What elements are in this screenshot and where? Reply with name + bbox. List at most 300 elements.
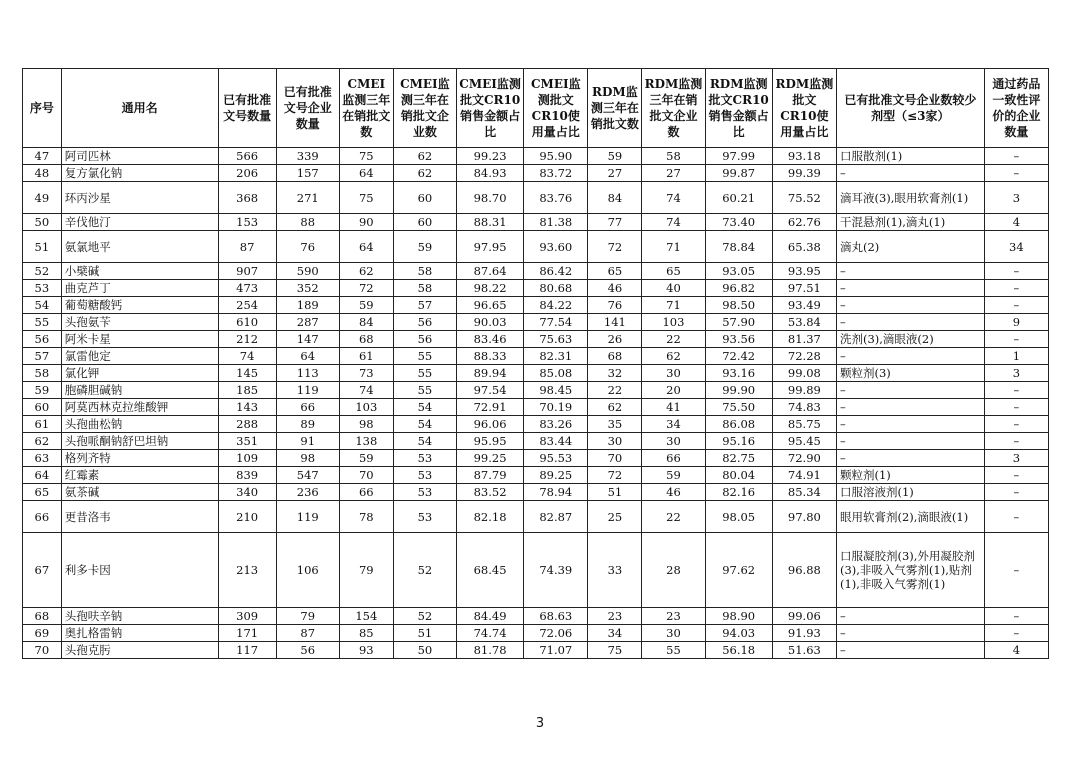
table-cell: 87 (276, 625, 339, 642)
table-cell: 98.50 (705, 297, 772, 314)
table-cell: 76 (588, 297, 642, 314)
table-cell: 566 (218, 148, 276, 165)
table-cell: 62.76 (772, 214, 836, 231)
table-cell: 71.07 (524, 642, 588, 659)
table-cell: 77.54 (524, 314, 588, 331)
table-cell: 93.95 (772, 263, 836, 280)
table-cell: 65.38 (772, 231, 836, 263)
table-cell: – (984, 148, 1048, 165)
table-cell: 头孢哌酮钠舒巴坦钠 (61, 433, 218, 450)
table-cell: – (984, 382, 1048, 399)
table-cell: 22 (642, 331, 705, 348)
table-cell: 81.38 (524, 214, 588, 231)
table-cell: 滴丸(2) (836, 231, 984, 263)
table-cell: 53 (393, 450, 456, 467)
table-cell: 99.87 (705, 165, 772, 182)
table-cell: 212 (218, 331, 276, 348)
table-cell: 66 (642, 450, 705, 467)
table-cell: 54 (393, 416, 456, 433)
table-cell: 113 (276, 365, 339, 382)
table-cell: 72.06 (524, 625, 588, 642)
table-cell: 206 (218, 165, 276, 182)
table-cell: 95.16 (705, 433, 772, 450)
table-cell: 185 (218, 382, 276, 399)
table-cell: 83.44 (524, 433, 588, 450)
table-cell: 75.50 (705, 399, 772, 416)
table-row (23, 608, 1049, 625)
header-cell: 已有批准文号企业数较少剂型（≤3家） (836, 69, 984, 148)
table-cell: 98.22 (456, 280, 523, 297)
table-cell: 71 (642, 231, 705, 263)
table-cell: 84.22 (524, 297, 588, 314)
table-cell: 70 (588, 450, 642, 467)
table-cell: – (836, 263, 984, 280)
table-cell: – (984, 280, 1048, 297)
table-cell: 72.91 (456, 399, 523, 416)
table-cell: 213 (218, 533, 276, 608)
table-body (23, 148, 1049, 659)
table-cell: 141 (588, 314, 642, 331)
table-cell: 95.90 (524, 148, 588, 165)
table-cell: 88 (276, 214, 339, 231)
table-cell: 62 (339, 263, 393, 280)
table-cell: 阿莫西林克拉维酸钾 (61, 399, 218, 416)
header-row (23, 69, 1049, 148)
table-cell: 72.90 (772, 450, 836, 467)
table-cell: 77 (588, 214, 642, 231)
table-cell: 洗剂(3),滴眼液(2) (836, 331, 984, 348)
table-cell: 复方氯化钠 (61, 165, 218, 182)
table-cell: 83.76 (524, 182, 588, 214)
table-cell: 80.68 (524, 280, 588, 297)
table-cell: 81.78 (456, 642, 523, 659)
table-cell: – (984, 416, 1048, 433)
table-cell: 98.90 (705, 608, 772, 625)
table-cell: 头孢克肟 (61, 642, 218, 659)
table-row (23, 331, 1049, 348)
table-cell: 27 (588, 165, 642, 182)
table-cell: 91.93 (772, 625, 836, 642)
table-cell: 84.93 (456, 165, 523, 182)
table-cell: – (984, 501, 1048, 533)
table-cell: 78 (339, 501, 393, 533)
table-cell: 52 (393, 533, 456, 608)
table-cell: 47 (23, 148, 62, 165)
table-row (23, 148, 1049, 165)
table-cell: 287 (276, 314, 339, 331)
header-cell: RDM监测三年在销批文数 (588, 69, 642, 148)
header-cell: 已有批准文号数量 (218, 69, 276, 148)
table-cell: 3 (984, 365, 1048, 382)
table-cell: 86.42 (524, 263, 588, 280)
table-cell: 93.18 (772, 148, 836, 165)
drug-data-table (22, 68, 1049, 659)
table-cell: 254 (218, 297, 276, 314)
table-row (23, 182, 1049, 214)
table-cell: 65 (642, 263, 705, 280)
table-cell: 288 (218, 416, 276, 433)
table-cell: 52 (393, 608, 456, 625)
table-row (23, 467, 1049, 484)
table-cell: 99.89 (772, 382, 836, 399)
table-cell: 30 (642, 365, 705, 382)
table-row (23, 642, 1049, 659)
table-cell: 96.06 (456, 416, 523, 433)
header-cell: RDM监测三年在销批文企业数 (642, 69, 705, 148)
table-cell: 30 (642, 625, 705, 642)
table-cell: 85.34 (772, 484, 836, 501)
table-cell: 70.19 (524, 399, 588, 416)
table-cell: 55 (642, 642, 705, 659)
table-cell: 839 (218, 467, 276, 484)
table-cell: 28 (642, 533, 705, 608)
table-cell: 75 (339, 182, 393, 214)
table-row (23, 314, 1049, 331)
table-cell: 58 (393, 280, 456, 297)
table-cell: 利多卡因 (61, 533, 218, 608)
table-cell: 907 (218, 263, 276, 280)
table-cell: 85 (339, 625, 393, 642)
table-cell: – (984, 165, 1048, 182)
table-cell: 83.72 (524, 165, 588, 182)
table-cell: 99.06 (772, 608, 836, 625)
table-cell: 74.91 (772, 467, 836, 484)
table-cell: 34 (642, 416, 705, 433)
table-cell: 48 (23, 165, 62, 182)
table-cell: 60 (393, 182, 456, 214)
table-cell: – (984, 625, 1048, 642)
table-cell: 59 (393, 231, 456, 263)
table-cell: 72.42 (705, 348, 772, 365)
table-cell: 72 (588, 231, 642, 263)
table-cell: 547 (276, 467, 339, 484)
table-cell: 93 (339, 642, 393, 659)
table-cell: – (836, 642, 984, 659)
table-cell: 71 (642, 297, 705, 314)
table-cell: – (836, 625, 984, 642)
table-cell: 57 (393, 297, 456, 314)
table-cell: 格列齐特 (61, 450, 218, 467)
table-cell: 辛伐他汀 (61, 214, 218, 231)
table-cell: 93.49 (772, 297, 836, 314)
table-cell: 58 (23, 365, 62, 382)
table-cell: 98.05 (705, 501, 772, 533)
table-cell: 88.31 (456, 214, 523, 231)
table-cell: 97.62 (705, 533, 772, 608)
table-row (23, 450, 1049, 467)
table-cell: 473 (218, 280, 276, 297)
table-cell: 53 (393, 501, 456, 533)
table-cell: 271 (276, 182, 339, 214)
table-cell: 97.99 (705, 148, 772, 165)
table-row (23, 416, 1049, 433)
table-cell: – (984, 533, 1048, 608)
table-cell: 79 (276, 608, 339, 625)
table-cell: 59 (339, 450, 393, 467)
table-cell: 53 (393, 484, 456, 501)
table-cell: 1 (984, 348, 1048, 365)
table-cell: 55 (393, 382, 456, 399)
header-cell: CMEI监测批文CR10使用量占比 (524, 69, 588, 148)
table-cell: 99.23 (456, 148, 523, 165)
table-cell: 59 (588, 148, 642, 165)
table-cell: 95.45 (772, 433, 836, 450)
table-cell: 25 (588, 501, 642, 533)
table-cell: – (836, 433, 984, 450)
table-cell: 94.03 (705, 625, 772, 642)
table-cell: 157 (276, 165, 339, 182)
table-cell: 352 (276, 280, 339, 297)
table-cell: 368 (218, 182, 276, 214)
table-cell: 95.95 (456, 433, 523, 450)
table-cell: 51 (23, 231, 62, 263)
table-cell: 氯雷他定 (61, 348, 218, 365)
table-cell: 147 (276, 331, 339, 348)
table-cell: 74 (339, 382, 393, 399)
table-cell: 590 (276, 263, 339, 280)
header-cell: 已有批准文号企业数量 (276, 69, 339, 148)
table-cell: 40 (642, 280, 705, 297)
table-cell: 84.49 (456, 608, 523, 625)
table-cell: – (984, 433, 1048, 450)
table-cell: 32 (588, 365, 642, 382)
table-cell: 55 (393, 348, 456, 365)
header-cell: 通过药品一致性评价的企业数量 (984, 69, 1048, 148)
table-cell: 93.16 (705, 365, 772, 382)
table-cell: 64 (339, 231, 393, 263)
table-cell: 23 (642, 608, 705, 625)
table-cell: 74.83 (772, 399, 836, 416)
table-cell: 62 (588, 399, 642, 416)
table-cell: 153 (218, 214, 276, 231)
table-cell: 90.03 (456, 314, 523, 331)
table-cell: 62 (23, 433, 62, 450)
table-cell: 87 (218, 231, 276, 263)
table-cell: 119 (276, 501, 339, 533)
table-cell: 滴耳液(3),眼用软膏剂(1) (836, 182, 984, 214)
table-row (23, 399, 1049, 416)
table-cell: 64 (276, 348, 339, 365)
table-cell: 环丙沙星 (61, 182, 218, 214)
header-cell: RDM监测批文CR10销售金额占比 (705, 69, 772, 148)
table-cell: 阿米卡星 (61, 331, 218, 348)
table-cell: 69 (23, 625, 62, 642)
table-cell: 氨氯地平 (61, 231, 218, 263)
table-cell: 84 (588, 182, 642, 214)
table-cell: 23 (588, 608, 642, 625)
table-cell: 87.64 (456, 263, 523, 280)
table-cell: 3 (984, 182, 1048, 214)
table-cell: 109 (218, 450, 276, 467)
table-cell: 53.84 (772, 314, 836, 331)
table-cell: 奥扎格雷钠 (61, 625, 218, 642)
table-cell: 74 (642, 182, 705, 214)
table-cell: 145 (218, 365, 276, 382)
table-cell: 82.87 (524, 501, 588, 533)
table-cell: 97.51 (772, 280, 836, 297)
table-cell: 143 (218, 399, 276, 416)
table-cell: 51 (588, 484, 642, 501)
table-cell: 51.63 (772, 642, 836, 659)
table-cell: 4 (984, 214, 1048, 231)
table-cell: 85.08 (524, 365, 588, 382)
table-cell: 72 (588, 467, 642, 484)
header-cell: 通用名 (61, 69, 218, 148)
table-cell: 97.95 (456, 231, 523, 263)
table-cell: 72.28 (772, 348, 836, 365)
table-cell: 52 (23, 263, 62, 280)
table-cell: 85.75 (772, 416, 836, 433)
table-cell: 75.52 (772, 182, 836, 214)
table-cell: 99.25 (456, 450, 523, 467)
table-cell: 54 (23, 297, 62, 314)
table-cell: – (984, 484, 1048, 501)
table-cell: 81.37 (772, 331, 836, 348)
table-cell: 66 (276, 399, 339, 416)
table-cell: 154 (339, 608, 393, 625)
table-cell: 曲克芦丁 (61, 280, 218, 297)
table-cell: 171 (218, 625, 276, 642)
table-cell: 78.84 (705, 231, 772, 263)
table-cell: 84 (339, 314, 393, 331)
table-cell: – (836, 416, 984, 433)
table-cell: 49 (23, 182, 62, 214)
table-cell: 72 (339, 280, 393, 297)
table-cell: 210 (218, 501, 276, 533)
table-cell: 90 (339, 214, 393, 231)
table-cell: 138 (339, 433, 393, 450)
header-cell: RDM监测批文CR10使用量占比 (772, 69, 836, 148)
table-cell: 91 (276, 433, 339, 450)
table-cell: 60 (23, 399, 62, 416)
table-cell: 56 (276, 642, 339, 659)
header-cell: CMEI监测批文CR10销售金额占比 (456, 69, 523, 148)
table-cell: 56.18 (705, 642, 772, 659)
table-cell: 82.31 (524, 348, 588, 365)
table-cell: 79 (339, 533, 393, 608)
table-cell: 103 (339, 399, 393, 416)
table-cell: 阿司匹林 (61, 148, 218, 165)
table-cell: 口服散剂(1) (836, 148, 984, 165)
table-cell: 97.80 (772, 501, 836, 533)
table-cell: 54 (393, 399, 456, 416)
table-cell: 22 (588, 382, 642, 399)
table-row (23, 484, 1049, 501)
table-cell: 胞磷胆碱钠 (61, 382, 218, 399)
table-cell: 57.90 (705, 314, 772, 331)
table-cell: – (984, 467, 1048, 484)
table-cell: 83.52 (456, 484, 523, 501)
table-cell: 57 (23, 348, 62, 365)
table-cell: 62 (642, 348, 705, 365)
table-cell: 75.63 (524, 331, 588, 348)
table-cell: 119 (276, 382, 339, 399)
table-cell: 82.75 (705, 450, 772, 467)
table-cell: 339 (276, 148, 339, 165)
table-cell: 60 (393, 214, 456, 231)
table-cell: 口服溶液剂(1) (836, 484, 984, 501)
table-cell: 56 (393, 314, 456, 331)
table-cell: – (984, 297, 1048, 314)
table-cell: 89 (276, 416, 339, 433)
table-cell: 小檗碱 (61, 263, 218, 280)
table-cell: 93.05 (705, 263, 772, 280)
table-cell: 53 (23, 280, 62, 297)
table-cell: 189 (276, 297, 339, 314)
table-cell: 89.25 (524, 467, 588, 484)
table-cell: 20 (642, 382, 705, 399)
table-row (23, 297, 1049, 314)
table-cell: 340 (218, 484, 276, 501)
table-cell: – (836, 348, 984, 365)
table-cell: 83.26 (524, 416, 588, 433)
table-cell: 22 (642, 501, 705, 533)
table-cell: 55 (23, 314, 62, 331)
table-cell: 73 (339, 365, 393, 382)
table-cell: 74.39 (524, 533, 588, 608)
table-cell: 74 (642, 214, 705, 231)
table-cell: 68.63 (524, 608, 588, 625)
table-cell: 58 (393, 263, 456, 280)
table-cell: 红霉素 (61, 467, 218, 484)
table-row (23, 501, 1049, 533)
page-number: 3 (535, 716, 545, 731)
table-cell: 95.53 (524, 450, 588, 467)
table-cell: 103 (642, 314, 705, 331)
table-cell: 59 (23, 382, 62, 399)
table-cell: 236 (276, 484, 339, 501)
table-row (23, 382, 1049, 399)
table-cell: 66 (23, 501, 62, 533)
table-cell: 35 (588, 416, 642, 433)
table-cell: 61 (23, 416, 62, 433)
table-row (23, 625, 1049, 642)
table-cell: 葡萄糖酸钙 (61, 297, 218, 314)
table-cell: 98.70 (456, 182, 523, 214)
table-cell: 氨茶碱 (61, 484, 218, 501)
table-cell: 86.08 (705, 416, 772, 433)
table-cell: 9 (984, 314, 1048, 331)
table-cell: 34 (984, 231, 1048, 263)
table-cell: 93.56 (705, 331, 772, 348)
table-cell: 氯化钾 (61, 365, 218, 382)
table-cell: 106 (276, 533, 339, 608)
table-cell: 65 (23, 484, 62, 501)
table-cell: 98 (276, 450, 339, 467)
table-cell: 3 (984, 450, 1048, 467)
table-cell: 61 (339, 348, 393, 365)
table-cell: 53 (393, 467, 456, 484)
table-cell: 83.46 (456, 331, 523, 348)
table-cell: – (836, 450, 984, 467)
table-cell: 82.16 (705, 484, 772, 501)
header-cell: CMEI监测三年在销批文数 (339, 69, 393, 148)
table-cell: 41 (642, 399, 705, 416)
table-row (23, 263, 1049, 280)
header-cell: CMEI监测三年在销批文企业数 (393, 69, 456, 148)
table-cell: 34 (588, 625, 642, 642)
table-cell: 30 (588, 433, 642, 450)
table-cell: 64 (339, 165, 393, 182)
table-cell: 96.65 (456, 297, 523, 314)
table-cell: 58 (642, 148, 705, 165)
table-cell: 64 (23, 467, 62, 484)
table-cell: 80.04 (705, 467, 772, 484)
table-cell: – (836, 314, 984, 331)
table-cell: 26 (588, 331, 642, 348)
table-row (23, 165, 1049, 182)
table-cell: 67 (23, 533, 62, 608)
